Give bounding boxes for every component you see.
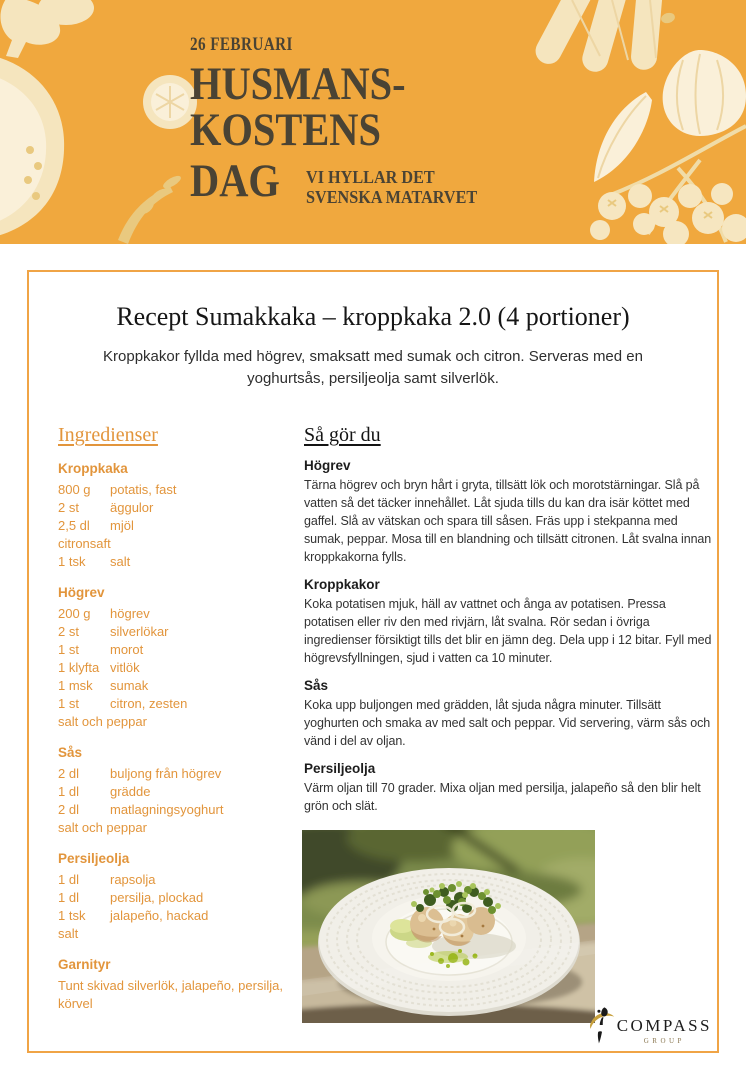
ingredient-qty: 1 tsk xyxy=(58,554,86,569)
step-title: Persiljeolja xyxy=(304,761,376,776)
banner-title-line-3-row xyxy=(190,155,497,208)
instruction-step xyxy=(304,761,718,815)
ingredient-row xyxy=(58,659,295,677)
banner-date-text: 26 FEBRUARI xyxy=(190,34,293,55)
event-banner xyxy=(0,0,746,244)
ingredients-heading: Ingredienser xyxy=(58,424,158,446)
ingredient-qty: 2 dl xyxy=(58,802,79,817)
ingredients-column xyxy=(58,424,295,1013)
compass-figure-icon xyxy=(589,1005,615,1045)
ingredient-qty: 2 st xyxy=(58,624,79,639)
ingredient-qty: 1 st xyxy=(58,642,79,657)
garnish-note: Tunt skivad silverlök, jalapeño, persilja, körvel xyxy=(58,978,283,1011)
step-text: Värm oljan till 70 grader. Mixa oljan med persilja, jalapeño så den blir helt grön och slät. xyxy=(304,781,701,813)
instruction-step xyxy=(304,577,718,667)
banner-tagline-line-1: VI HYLLAR DET xyxy=(306,167,436,187)
dish-photo xyxy=(302,830,595,1023)
ingredient-name: persilja, plockad xyxy=(110,890,204,905)
step-title: Högrev xyxy=(304,458,351,473)
instruction-step xyxy=(304,678,718,750)
banner-tagline-line-2: SVENSKA MATARVET xyxy=(306,187,478,207)
banner-title-line-1 xyxy=(190,58,497,110)
ingredient-qty: 1 tsk xyxy=(58,908,86,923)
ingredient-section-title: Sås xyxy=(58,745,83,760)
instructions-column xyxy=(304,424,718,815)
ingredient-row xyxy=(58,765,295,783)
banner-title-text-3: DAG xyxy=(190,155,280,207)
ingredient-name: matlagningsyoghurt xyxy=(110,802,224,817)
banner-title-line-2 xyxy=(190,104,497,156)
banner-text-block xyxy=(190,34,497,208)
ingredient-row xyxy=(58,801,295,819)
ingredient-name: morot xyxy=(110,642,144,657)
ingredient-qty: 1 dl xyxy=(58,890,79,905)
instructions-heading: Så gör du xyxy=(304,424,381,446)
ingredient-row xyxy=(58,889,295,907)
ingredient-name: salt xyxy=(110,554,131,569)
ingredient-name: salt xyxy=(58,926,79,941)
ingredient-qty: 1 dl xyxy=(58,784,79,799)
ingredient-row xyxy=(58,553,295,571)
ingredient-section-title: Persiljeolja xyxy=(58,851,130,866)
ingredient-name: högrev xyxy=(110,606,150,621)
ingredient-row xyxy=(58,819,295,837)
ingredient-qty: 2 dl xyxy=(58,766,79,781)
ingredient-row xyxy=(58,623,295,641)
ingredient-row xyxy=(58,677,295,695)
ingredient-name: grädde xyxy=(110,784,151,799)
ingredient-qty: 2 st xyxy=(58,500,79,515)
recipe-subtitle: Kroppkakor fyllda med högrev, smaksatt med sumak och citron. Serveras med en yoghurtsås, persiljeolja samt silverlök. xyxy=(103,348,643,387)
ingredients-section-sas xyxy=(58,745,295,837)
ingredient-name: vitlök xyxy=(110,660,140,675)
ingredient-row xyxy=(58,695,295,713)
ingredient-qty: 800 g xyxy=(58,482,91,497)
step-title: Kroppkakor xyxy=(304,577,380,592)
ingredient-section-title: Högrev xyxy=(58,585,105,600)
ingredient-qty: 1 msk xyxy=(58,678,93,693)
ingredients-section-kroppkaka xyxy=(58,461,295,571)
ingredient-row xyxy=(58,535,295,553)
ingredient-row xyxy=(58,925,295,943)
ingredient-name: sumak xyxy=(110,678,149,693)
banner-title-text-2: KOSTENS xyxy=(190,104,381,156)
banner-date xyxy=(190,34,497,56)
step-text: Koka potatisen mjuk, häll av vattnet och ånga av potatisen. Pressa potatisen eller riv den med rivjärn, låt svalna. Rör sedan i övriga ingredienser försiktigt tills det blir en jämn deg. Dela upp i 12 bitar. Fyll med högrevsfyllningen, sjud i vatten ca 10 minuter. xyxy=(304,597,712,665)
ingredients-section-persiljeolja xyxy=(58,851,295,943)
ingredient-row xyxy=(58,481,295,499)
recipe-card xyxy=(27,270,719,1053)
ingredient-name: salt och peppar xyxy=(58,820,147,835)
logo-text-block xyxy=(617,1003,712,1045)
ingredient-row xyxy=(58,871,295,889)
ingredient-qty: 200 g xyxy=(58,606,91,621)
ingredient-row xyxy=(58,907,295,925)
ingredient-name: silverlökar xyxy=(110,624,169,639)
banner-title-text-1: HUSMANS- xyxy=(190,58,406,110)
ingredients-section-garnityr xyxy=(58,957,295,1013)
ingredient-name: mjöl xyxy=(110,518,134,533)
ingredients-section-hogrev xyxy=(58,585,295,731)
ingredient-row xyxy=(58,713,295,731)
ingredient-qty: 2,5 dl xyxy=(58,518,90,533)
ingredient-qty: 1 st xyxy=(58,696,79,711)
banner-tagline xyxy=(306,168,496,208)
banner-title-line-3 xyxy=(190,155,294,207)
ingredient-row xyxy=(58,517,295,535)
ingredient-qty: 1 klyfta xyxy=(58,660,100,675)
ingredient-name: salt och peppar xyxy=(58,714,147,729)
step-text: Tärna högrev och bryn hårt i gryta, tillsätt lök och morotstärningar. Slå på vatten så det täcker innehållet. Låt sjuda tills du kan dra isär köttet med gaffel. Slå av vätskan och spara till såsen. Fräs upp i stekpanna med sumak, peppar. Mosa till en blandning och tillsätt citronen. Låt svalna innan kroppkakorna fylls. xyxy=(304,478,712,564)
step-title: Sås xyxy=(304,678,329,693)
ingredient-name: citron, zesten xyxy=(110,696,188,711)
ingredient-row xyxy=(58,605,295,623)
ingredient-row xyxy=(58,783,295,801)
instruction-step xyxy=(304,458,718,566)
recipe-title: Recept Sumakkaka – kroppkaka 2.0 (4 portioner) xyxy=(116,302,630,331)
logo-sub-text: GROUP xyxy=(643,1037,685,1045)
ingredient-name: äggulor xyxy=(110,500,154,515)
ingredient-section-title: Garnityr xyxy=(58,957,111,972)
ingredient-name: buljong från högrev xyxy=(110,766,222,781)
ingredient-qty: 1 dl xyxy=(58,872,79,887)
logo-brand-text: COMPASS xyxy=(616,1016,712,1035)
ingredient-row xyxy=(58,499,295,517)
step-text: Koka upp buljongen med grädden, låt sjuda några minuter. Tillsätt yoghurten och smaka av med salt och peppar. Vid servering, värm sås och vänd i del av oljan. xyxy=(304,698,711,748)
ingredient-name: potatis, fast xyxy=(110,482,177,497)
ingredient-row xyxy=(58,641,295,659)
compass-group-logo xyxy=(589,1003,712,1045)
ingredient-name: jalapeño, hackad xyxy=(110,908,209,923)
ingredient-name: citronsaft xyxy=(58,536,111,551)
ingredient-name: rapsolja xyxy=(110,872,156,887)
ingredient-section-title: Kroppkaka xyxy=(58,461,128,476)
